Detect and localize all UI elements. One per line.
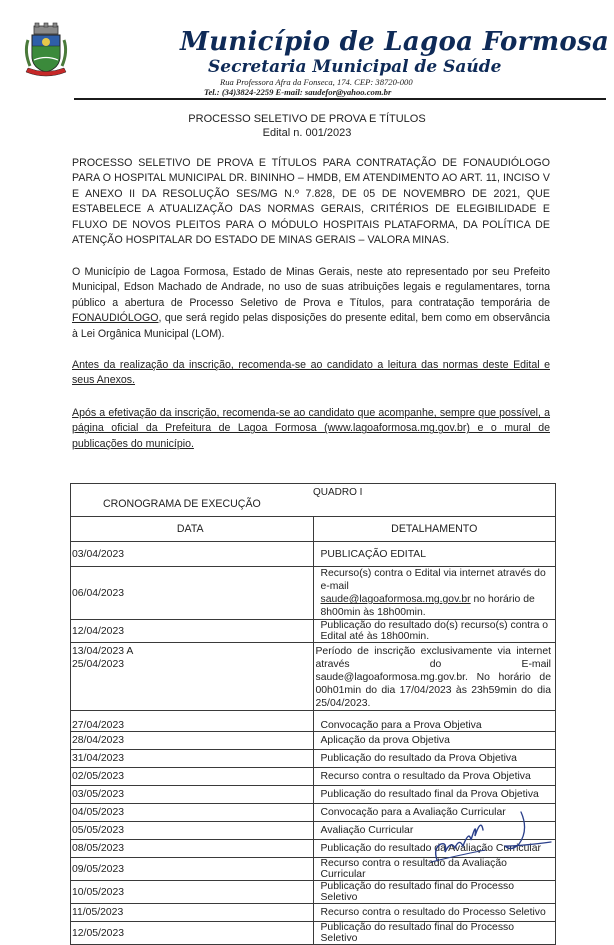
body-text-start: O Município de Lagoa Formosa, Estado de Minas Gerais, neste ato representado por seu Prefeito Municipal, Edson Machado de Andrade, no uso de suas atribuições legais e regulamentares, torna público a abertura de Processo Seletivo de Prova e Títulos, para contratação temporária de xyxy=(72,266,550,309)
notice-follow-website: Após a efetivação da inscrição, recomenda-se ao candidato que acompanhe, sempre que possível, a página oficial da Prefeitura de Lagoa Formosa (www.lagoaformosa.mg.gov.br) e o mural de publicações do município. xyxy=(72,407,550,450)
body-text-end: , que será regido pelas disposições do presente edital, bem como em observância à Lei Orgânica Municipal (LOM). xyxy=(72,312,550,340)
municipality-title: Município de Lagoa Formosa xyxy=(180,27,610,57)
body-paragraph xyxy=(72,265,550,342)
header-contact: Tel.: (34)3824-2259 E-mail: saudefor@yahoo.com.br xyxy=(204,87,392,97)
row-date: 27/04/2023 xyxy=(71,711,314,732)
row-detail-line: Recurso(s) contra o Edital via internet através do e-mail xyxy=(320,568,546,592)
row-detail: Convocação para a Avaliação Curricular xyxy=(313,804,556,822)
row-detail: Período de inscrição exclusivamente via internet através do E-mail saude@lagoaformosa.mg.gov.br. No horário de 00h01min do dia 17/04/2023 às 23h59min do dia 25/04/2023. xyxy=(313,643,556,711)
row-detail: PUBLICAÇÃO EDITAL xyxy=(313,542,556,567)
table-row xyxy=(71,881,556,904)
row-date: 05/05/2023 xyxy=(71,822,314,840)
row-detail: Publicação do resultado da Avaliação Curricular xyxy=(313,840,556,858)
document-heading: PROCESSO SELETIVO DE PROVA E TÍTULOS xyxy=(188,113,426,125)
row-detail: Publicação do resultado final do Processo Seletivo xyxy=(313,922,556,945)
row-detail: Publicação do resultado final da Prova Objetiva xyxy=(313,786,556,804)
schedule-table xyxy=(70,483,556,945)
row-detail: Recurso contra o resultado da Prova Objetiva xyxy=(313,768,556,786)
row-detail: Recurso contra o resultado do Processo Seletivo xyxy=(313,904,556,922)
row-detail: Aplicação da prova Objetiva xyxy=(313,732,556,750)
table-row xyxy=(71,643,556,711)
row-date: 28/04/2023 xyxy=(71,732,314,750)
row-date: 08/05/2023 xyxy=(71,840,314,858)
row-date: 03/05/2023 xyxy=(71,786,314,804)
row-date: 09/05/2023 xyxy=(71,858,314,881)
signature-icon xyxy=(425,800,555,866)
edital-number: Edital n. 001/2023 xyxy=(262,127,352,139)
row-detail-rest: no horário de 8h00min às 18h00min. xyxy=(320,594,535,618)
table-row xyxy=(71,567,556,620)
table-row xyxy=(71,711,556,732)
row-date xyxy=(71,643,314,711)
department-subtitle: Secretaria Municipal de Saúde xyxy=(208,57,502,77)
table-row xyxy=(71,542,556,567)
notice-read-rules: Antes da realização da inscrição, recomenda-se ao candidato a leitura das normas deste Edital e seus Anexos. xyxy=(72,359,550,387)
row-detail: Recurso contra o resultado da Avaliação Curricular xyxy=(313,858,556,881)
row-date: 06/04/2023 xyxy=(71,567,314,620)
row-detail: Convocação para a Prova Objetiva xyxy=(313,711,556,732)
table-row xyxy=(71,732,556,750)
row-detail: Publicação do resultado final do Processo Seletivo xyxy=(313,881,556,904)
row-detail: Publicação do resultado do(s) recurso(s) contra o Edital até às 18h00min. xyxy=(313,620,556,643)
municipal-crest-icon xyxy=(20,22,72,80)
table-row xyxy=(71,768,556,786)
row-date-start: 13/04/2023 A xyxy=(72,646,134,657)
email-link[interactable]: saude@lagoaformosa.mg.gov.br xyxy=(320,594,471,605)
row-date: 02/05/2023 xyxy=(71,768,314,786)
quadro-label: QUADRO I xyxy=(313,487,363,498)
row-date: 12/05/2023 xyxy=(71,922,314,945)
row-detail: Avaliação Curricular xyxy=(313,822,556,840)
row-date-end: 25/04/2023 xyxy=(72,659,125,670)
intro-paragraph: PROCESSO SELETIVO DE PROVA E TÍTULOS PARA CONTRATAÇÃO DE FONAUDIÓLOGO PARA O HOSPITAL MUNICIPAL DR. BININHO – HMDB, EM ATENDIMENTO AO ART. 11, INCISO V E ANEXO II DA RESOLUÇÃO SES/MG N.º 7.828, DE 05 DE NOVEMBRO DE 2021, QUE ESTABELECE A ATUALIZAÇÃO DAS NORMAS GERAIS, CRITÉRIOS DE ELEGIBILIDADE E FLUXO DE NOVOS PLEITOS PARA O MÓDULO HOSPITAIS PLATAFORMA, DA POLÍTICA DE ATENÇÃO HOSPITALAR DO ESTADO DE MINAS GERAIS – VALORA MINAS. xyxy=(72,157,550,247)
row-date: 04/05/2023 xyxy=(71,804,314,822)
row-date: 10/05/2023 xyxy=(71,881,314,904)
row-date: 03/04/2023 xyxy=(71,542,314,567)
table-caption-cell xyxy=(71,484,556,517)
column-header-date: DATA xyxy=(71,517,314,542)
schedule-caption: CRONOGRAMA DE EXECUÇÃO xyxy=(103,498,261,510)
row-detail xyxy=(313,567,556,620)
table-row xyxy=(71,904,556,922)
row-date: 12/04/2023 xyxy=(71,620,314,643)
column-header-detail: DETALHAMENTO xyxy=(313,517,556,542)
table-row xyxy=(71,922,556,945)
row-date: 31/04/2023 xyxy=(71,750,314,768)
header-address: Rua Professora Afra da Fonseca, 174. CEP: 38720-000 xyxy=(220,77,413,87)
table-row xyxy=(71,620,556,643)
row-date: 11/05/2023 xyxy=(71,904,314,922)
header-divider xyxy=(74,98,606,100)
role-name: FONAUDIÓLOGO xyxy=(72,312,159,325)
row-detail: Publicação do resultado da Prova Objetiva xyxy=(313,750,556,768)
table-row xyxy=(71,750,556,768)
